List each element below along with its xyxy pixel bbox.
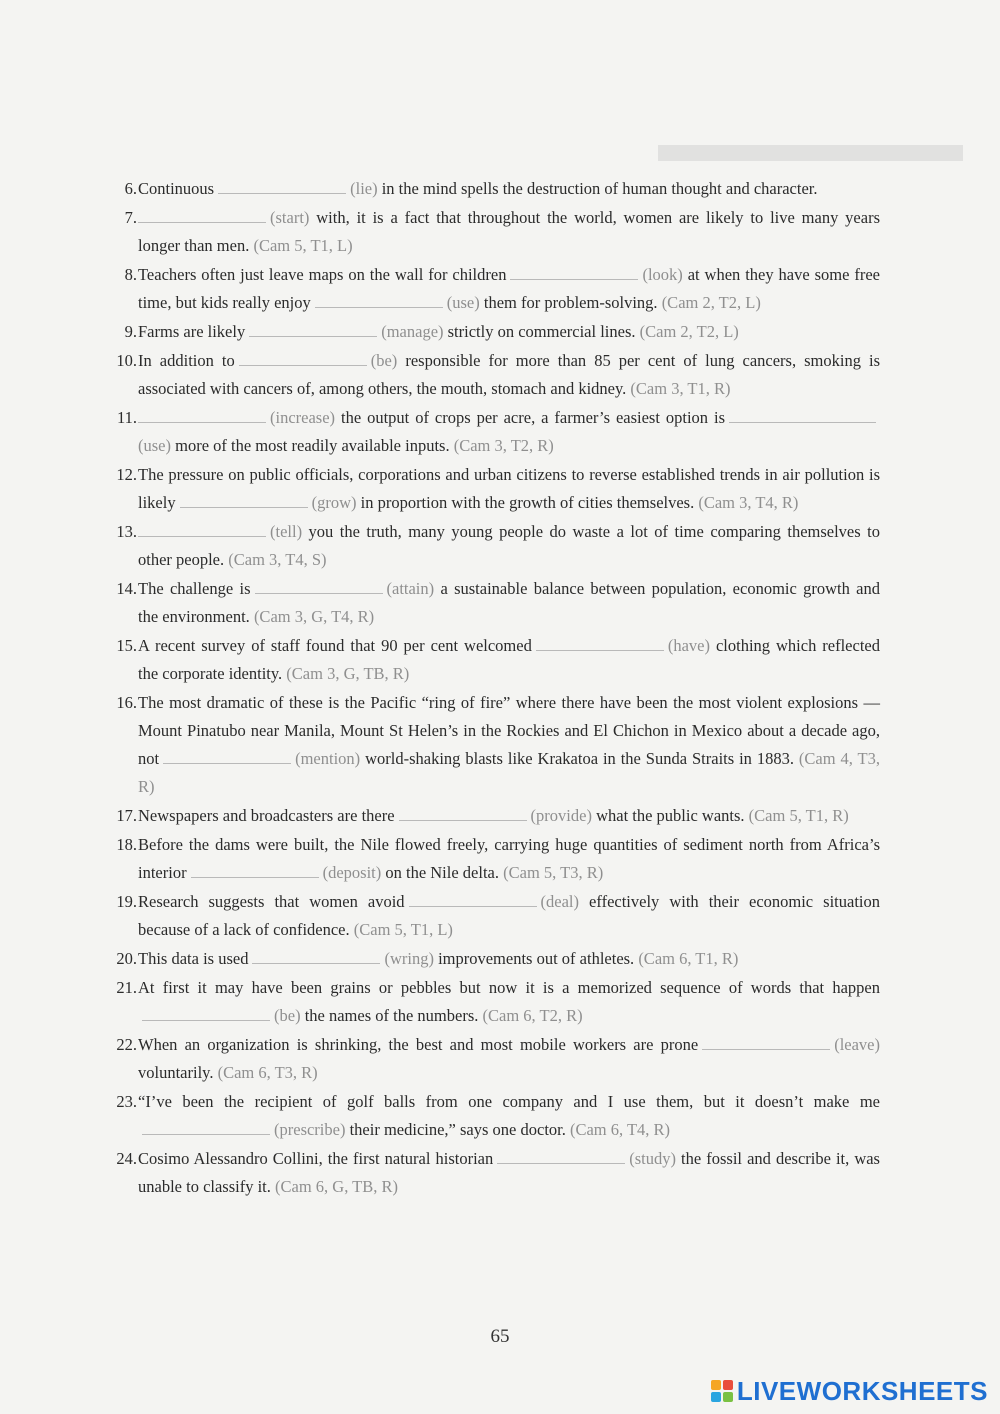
source-ref: (Cam 5, T1, R) bbox=[744, 806, 849, 825]
list-item: 14. The challenge is (attain) a sustainable balance between population, economic growth and the environment. (Cam 3, G, T4, R) bbox=[100, 575, 880, 631]
source-ref: (Cam 6, T4, R) bbox=[565, 1120, 671, 1139]
answer-blank[interactable] bbox=[702, 1031, 830, 1050]
source-ref: (Cam 5, T3, R) bbox=[499, 863, 604, 882]
item-number: 9. bbox=[124, 322, 137, 341]
item-number: 10. bbox=[116, 351, 137, 370]
answer-blank[interactable] bbox=[497, 1145, 625, 1164]
list-item: 12. The pressure on public officials, corporations and urban citizens to reverse established trends in air pollution is likely (grow) in proportion with the growth of cities themselves. (Cam 3, T4, R) bbox=[100, 461, 880, 517]
answer-blank[interactable] bbox=[536, 632, 664, 651]
item-number: 16. bbox=[116, 693, 137, 712]
list-item: 17. Newspapers and broadcasters are there (provide) what the public wants. (Cam 5, T1, R) bbox=[100, 802, 880, 830]
brand-name: LIVEWORKSHEETS bbox=[736, 1375, 988, 1406]
source-ref: (Cam 3, G, TB, R) bbox=[282, 664, 410, 683]
verb-hint: (deposit) bbox=[322, 863, 382, 882]
list-item: 9. Farms are likely (manage) strictly on commercial lines. (Cam 2, T2, L) bbox=[100, 318, 880, 346]
verb-hint: (look) bbox=[642, 265, 683, 284]
verb-hint: (use) bbox=[138, 436, 171, 455]
header-bar bbox=[658, 145, 963, 161]
item-number: 20. bbox=[116, 949, 137, 968]
verb-hint: (wring) bbox=[384, 949, 434, 968]
verb-hint: (prescribe) bbox=[274, 1120, 346, 1139]
list-item: 23. “I’ve been the recipient of golf balls from one company and I use them, but it doesn’t make me(prescribe) their medicine,” says one doctor. (Cam 6, T4, R) bbox=[100, 1088, 880, 1144]
item-number: 24. bbox=[116, 1149, 137, 1168]
answer-blank[interactable] bbox=[252, 945, 380, 964]
list-item: 21. At first it may have been grains or pebbles but now it is a memorized sequence of words that happen(be) the names of the numbers. (Cam 6, T2, R) bbox=[100, 974, 880, 1030]
liveworksheets-logo[interactable] bbox=[711, 1376, 988, 1406]
item-number: 8. bbox=[124, 265, 137, 284]
verb-hint: (lie) bbox=[350, 179, 378, 198]
list-item: 15. A recent survey of staff found that 90 per cent welcomed (have) clothing which reflected the corporate identity. (Cam 3, G, TB, R) bbox=[100, 632, 880, 688]
answer-blank[interactable] bbox=[180, 489, 308, 508]
logo-icon bbox=[711, 1380, 733, 1402]
item-number: 14. bbox=[116, 579, 137, 598]
item-number: 17. bbox=[116, 806, 137, 825]
list-item: 11. (increase) the output of crops per acre, a farmer’s easiest option is(use) more of the most readily available inputs. (Cam 3, T2, R) bbox=[100, 404, 880, 460]
item-number: 15. bbox=[116, 636, 137, 655]
item-number: 21. bbox=[116, 978, 137, 997]
logo-square bbox=[711, 1392, 721, 1402]
item-number: 11. bbox=[116, 408, 137, 427]
source-ref: (Cam 6, T1, R) bbox=[634, 949, 739, 968]
answer-blank[interactable] bbox=[218, 175, 346, 194]
answer-blank[interactable] bbox=[510, 261, 638, 280]
exercise-list bbox=[100, 175, 880, 1202]
list-item: 19. Research suggests that women avoid (deal) effectively with their economic situation because of a lack of confidence. (Cam 5, T1, L) bbox=[100, 888, 880, 944]
page-number: 65 bbox=[490, 1326, 510, 1347]
verb-hint: (study) bbox=[629, 1149, 676, 1168]
source-ref: (Cam 6, T2, R) bbox=[478, 1006, 583, 1025]
source-ref: (Cam 3, T4, S) bbox=[224, 550, 327, 569]
list-item: 6. Continuous (lie) in the mind spells the destruction of human thought and character. bbox=[100, 175, 880, 203]
answer-blank[interactable] bbox=[138, 404, 266, 423]
answer-blank[interactable] bbox=[191, 859, 319, 878]
verb-hint: (be) bbox=[370, 351, 398, 370]
source-ref: (Cam 3, G, T4, R) bbox=[249, 607, 375, 626]
item-number: 18. bbox=[116, 835, 137, 854]
item-number: 22. bbox=[116, 1035, 137, 1054]
list-item: 16. The most dramatic of these is the Pacific “ring of fire” where there have been the most violent explosions — Mount Pinatubo near Manila, Mount St Helen’s in the Rockies and El Chichon in Mexico about a decade ago, not (mention) world-shaking blasts like Krakatoa in the Sunda Straits in 1883. (Cam 4, T3, R) bbox=[100, 689, 880, 801]
list-item: 20. This data is used (wring) improvements out of athletes. (Cam 6, T1, R) bbox=[100, 945, 880, 973]
list-item: 8. Teachers often just leave maps on the wall for children (look) at when they have some free time, but kids really enjoy (use) them for problem-solving. (Cam 2, T2, L) bbox=[100, 261, 880, 317]
source-ref: (Cam 6, T3, R) bbox=[213, 1063, 318, 1082]
answer-blank[interactable] bbox=[138, 518, 266, 537]
verb-hint: (manage) bbox=[381, 322, 444, 341]
answer-blank[interactable] bbox=[142, 1002, 270, 1021]
list-item: 7. (start) with, it is a fact that throughout the world, women are likely to live many years longer than men. (Cam 5, T1, L) bbox=[100, 204, 880, 260]
source-ref: (Cam 3, T2, R) bbox=[449, 436, 554, 455]
answer-blank[interactable] bbox=[409, 888, 537, 907]
verb-hint: (leave) bbox=[834, 1035, 880, 1054]
logo-square bbox=[723, 1380, 733, 1390]
list-item: 18. Before the dams were built, the Nile flowed freely, carrying huge quantities of sediment north from Africa’s interior (deposit) on the Nile delta. (Cam 5, T3, R) bbox=[100, 831, 880, 887]
answer-blank[interactable] bbox=[163, 745, 291, 764]
item-number: 7. bbox=[124, 208, 137, 227]
verb-hint: (grow) bbox=[311, 493, 357, 512]
answer-blank[interactable] bbox=[249, 318, 377, 337]
verb-hint: (attain) bbox=[386, 579, 435, 598]
item-number: 19. bbox=[116, 892, 137, 911]
source-ref: (Cam 2, T2, L) bbox=[657, 293, 761, 312]
logo-square bbox=[711, 1380, 721, 1390]
answer-blank[interactable] bbox=[138, 204, 266, 223]
answer-blank[interactable] bbox=[142, 1116, 270, 1135]
list-item: 13. (tell) you the truth, many young people do waste a lot of time comparing themselves to other people. (Cam 3, T4, S) bbox=[100, 518, 880, 574]
verb-hint: (mention) bbox=[295, 749, 361, 768]
item-number: 13. bbox=[116, 522, 137, 541]
verb-hint: (tell) bbox=[270, 522, 303, 541]
source-ref: (Cam 3, T1, R) bbox=[626, 379, 731, 398]
verb-hint: (have) bbox=[667, 636, 710, 655]
list-item: 24. Cosimo Alessandro Collini, the first natural historian (study) the fossil and describe it, was unable to classify it. (Cam 6, G, TB, R) bbox=[100, 1145, 880, 1201]
verb-hint: (use) bbox=[446, 293, 480, 312]
answer-blank[interactable] bbox=[255, 575, 383, 594]
verb-hint: (provide) bbox=[530, 806, 592, 825]
item-number: 23. bbox=[116, 1092, 137, 1111]
verb-hint: (be) bbox=[274, 1006, 301, 1025]
item-number: 6. bbox=[124, 179, 137, 198]
verb-hint: (start) bbox=[270, 208, 310, 227]
source-ref: (Cam 2, T2, L) bbox=[635, 322, 739, 341]
answer-blank[interactable] bbox=[804, 404, 876, 423]
source-ref: (Cam 4, T3, R) bbox=[138, 749, 880, 796]
source-ref: (Cam 6, G, TB, R) bbox=[270, 1177, 399, 1196]
item-number: 12. bbox=[116, 465, 137, 484]
source-ref: (Cam 5, T1, L) bbox=[249, 236, 353, 255]
verb-hint: (increase) bbox=[270, 408, 336, 427]
source-ref: (Cam 5, T1, L) bbox=[349, 920, 453, 939]
logo-square bbox=[723, 1392, 733, 1402]
answer-blank[interactable] bbox=[239, 347, 367, 366]
answer-blank[interactable] bbox=[399, 802, 527, 821]
source-ref: (Cam 3, T4, R) bbox=[694, 493, 799, 512]
answer-blank[interactable] bbox=[315, 289, 443, 308]
answer-blank[interactable] bbox=[729, 404, 804, 423]
list-item: 10. In addition to (be) responsible for more than 85 per cent of lung cancers, smoking is associated with cancers of, among others, the mouth, stomach and kidney. (Cam 3, T1, R) bbox=[100, 347, 880, 403]
list-item: 22. When an organization is shrinking, the best and most mobile workers are prone (leave) voluntarily. (Cam 6, T3, R) bbox=[100, 1031, 880, 1087]
verb-hint: (deal) bbox=[540, 892, 580, 911]
